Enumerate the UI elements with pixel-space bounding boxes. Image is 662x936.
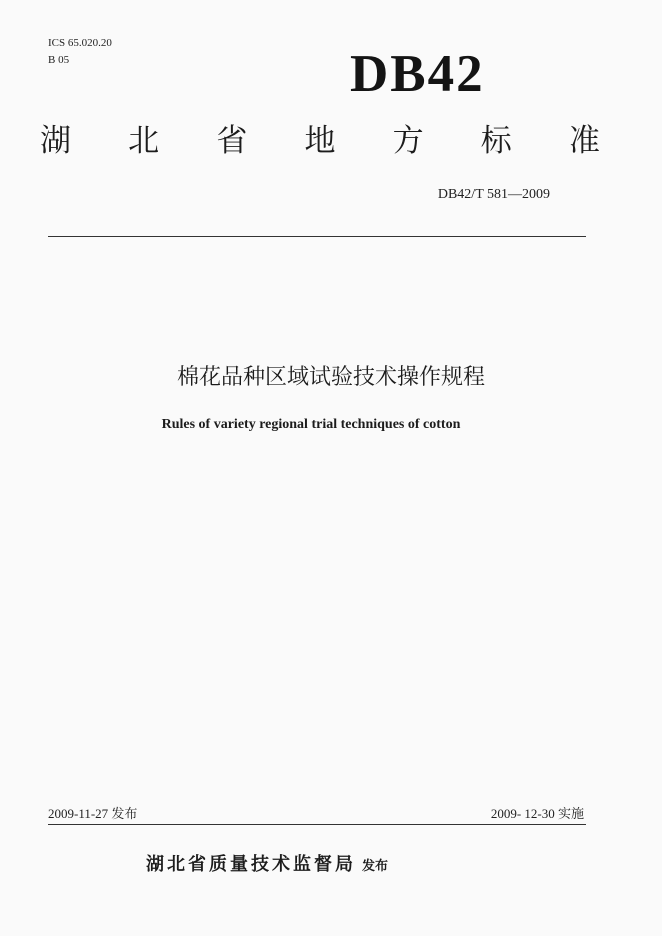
standard-type-char: 标 (480, 123, 512, 159)
ccs-code: B 05 (48, 54, 70, 66)
implementation-date: 2009- 12-30 实施 (490, 806, 584, 821)
publisher-name: 湖北省质量技术监督局 (146, 854, 356, 875)
standard-type-heading (40, 121, 600, 161)
title-chinese: 棉花品种区域试验技术操作规程 (176, 365, 485, 390)
standard-type-char: 准 (568, 123, 600, 159)
standard-type-char: 省 (216, 123, 248, 159)
bottom-divider (48, 824, 586, 825)
standard-type-char: 地 (304, 123, 336, 159)
publisher-suffix: 发布 (362, 859, 389, 874)
standard-type-char: 北 (128, 123, 160, 159)
issue-date: 2009-11-27 发布 (48, 806, 138, 821)
standard-code-mark: DB42 (350, 45, 485, 103)
publisher-line (146, 850, 388, 876)
ics-code: ICS 65.020.20 (48, 37, 112, 49)
standard-type-char: 方 (392, 123, 424, 159)
title-english: Rules of variety regional trial techniques of cotton (161, 417, 461, 432)
standard-number: DB42/T 581—2009 (437, 187, 550, 202)
standard-type-char: 湖 (40, 123, 71, 159)
top-divider (48, 236, 586, 237)
